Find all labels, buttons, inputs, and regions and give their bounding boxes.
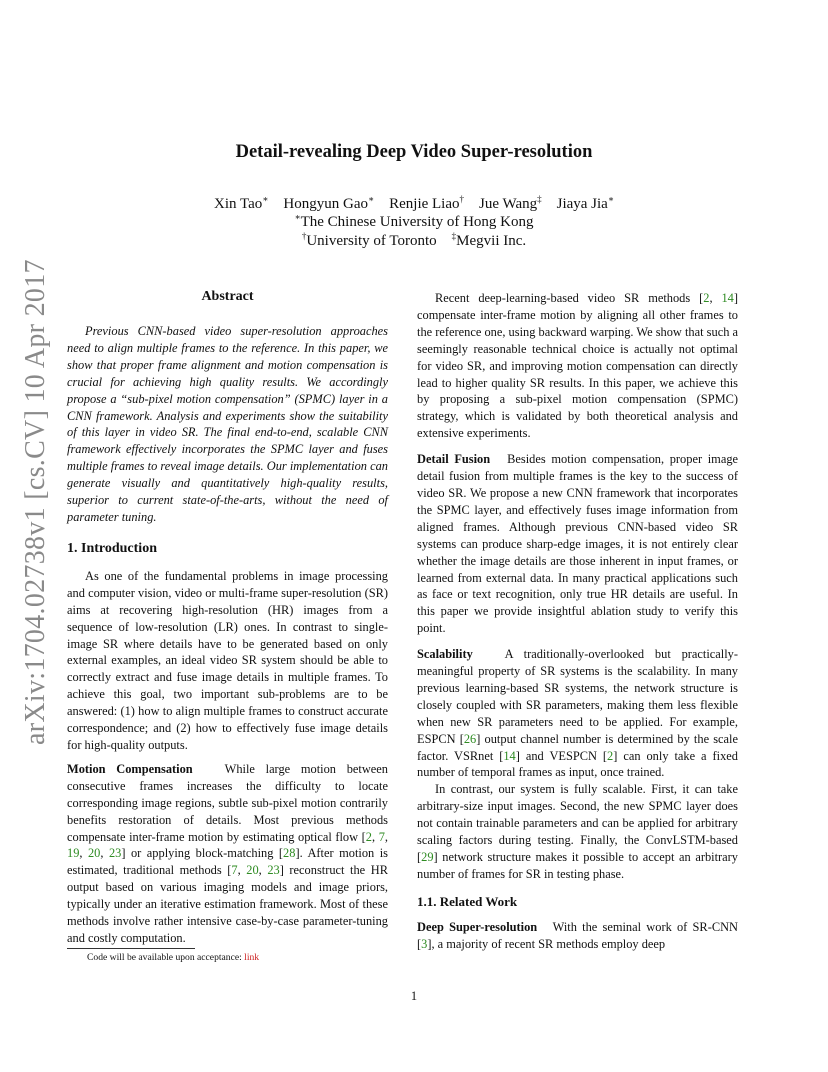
deep-sr-paragraph [417, 919, 738, 953]
paragraph-text: In contrast, our system is fully scalable. First, it can take arbitrary-size input images. Second, the new SPMC layer does not contain trainable parameters and can be applied for arbitrary scaling factors during testing. Finally, the ConvLSTM-based [ [417, 782, 738, 864]
affiliation-mark: † [301, 231, 307, 241]
affiliation-org: Megvii Inc. [456, 233, 527, 249]
author-name: Hongyun Gao [283, 196, 368, 212]
citation-link[interactable]: 20 [87, 846, 101, 861]
author-name: Jiaya Jia [556, 196, 608, 212]
runin-heading: Detail Fusion [417, 452, 491, 467]
detail-fusion-paragraph [417, 451, 738, 637]
paragraph: Recent deep-learning-based video SR methods [2, 14] compensate inter-frame motion by aligning all other frames to the reference one, using backward warping. We show that such a seemingly reasonable technical choice is actually not optimal for video SR, and improving motion compensation can directly lead to higher quality SR results. In this paper, we achieve this by proposing a sub-pixel motion compensation (SPMC) strategy, which is validated by both theoretical analysis and extensive experiments. [417, 291, 738, 441]
intro-section [67, 541, 388, 947]
paragraph-text: Recent deep-learning-based video SR methods [ [435, 291, 704, 305]
paragraph-text: ] reconstruct the HR output based on various imaging models and image priors, typically under an iterative estimation framework. Most of these methods involve rather intensive case-by-case parameter-tuning and costly computation. [67, 863, 388, 945]
citation-link[interactable]: 2 [703, 291, 710, 305]
page-number: 1 [410, 989, 418, 1003]
author-mark: † [459, 194, 465, 204]
paragraph-text: ] can only take a fixed number of temporal frames as input, once trained. [417, 748, 738, 780]
author-mark: ∗ [367, 194, 375, 204]
citation-link[interactable]: 3 [421, 936, 428, 951]
citation-link[interactable]: 7 [378, 829, 385, 844]
right-column [417, 290, 738, 953]
section-heading: 1. Introduction [67, 541, 157, 556]
affiliation-org: University of Toronto [306, 233, 437, 249]
paper-title: Detail-revealing Deep Video Super-resolution [235, 142, 593, 162]
runin-heading: Motion Compensation [67, 761, 193, 776]
author-list [0, 196, 828, 213]
footnote-text: Code will be available upon acceptance: [87, 952, 245, 963]
paragraph-text: ] output channel number is determined by the scale factor. VSRnet [ [417, 731, 738, 763]
paragraph-text: ], a majority of recent SR methods employ deep [427, 936, 666, 951]
scalability-paragraph [417, 646, 738, 781]
paragraph-text: ]. After motion is estimated, traditional methods [ [67, 846, 388, 878]
footnote [87, 952, 259, 963]
paragraph-text: ] or applying block-matching [ [121, 846, 284, 861]
citation-link[interactable]: 2 [607, 748, 614, 763]
subsection-heading: 1.1. Related Work [417, 893, 518, 909]
abstract-text: Previous CNN-based video super-resolution approaches need to align multiple frames to the reference. In this paper, we show that proper frame alignment and motion compensation is crucial for achieving high quality results. We accordingly propose a “sub-pixel motion compensation” (SPMC) layer in a CNN framework. Analysis and experiments show the suitability of this layer in video SR. The final end-to-end, scalable CNN framework effectively incorporates the SPMC layer and fuses multiple frames to reveal image details. Our implementation can generate visually and quantitatively high-quality results, superior to current state-of-the-arts, without the need of parameter tuning. [67, 324, 388, 524]
author-mark: ∗ [262, 194, 269, 204]
paragraph-text: ] and VESPCN [ [515, 748, 608, 763]
paragraph-text: With the seminal work of SR-CNN [ [417, 919, 738, 951]
citation-link[interactable]: 19 [67, 846, 80, 861]
affiliation-line-1 [0, 214, 828, 231]
affiliation-org: The Chinese University of Hong Kong [300, 214, 534, 230]
footnote-rule [67, 948, 195, 949]
citation-link[interactable]: 23 [267, 863, 280, 878]
author-mark: ∗ [607, 194, 614, 204]
citation-link[interactable]: 20 [246, 863, 259, 878]
paragraph [417, 781, 738, 882]
paragraph-text: Besides motion compensation, proper image detail fusion from multiple frames is the key to the success of video SR. We propose a new CNN framework that incorporates the SPMC layer, and effectively fuses image information from aligned frames. Although previous CNN-based video SR systems can produce sharp-edge images, it is not entirely clear whether the image details are those inherent in input frames, or learned from external data. In many practical applications such as face or text recognition, only true HR details are useful. In this paper we provide insightful ablation study to verify this point. [417, 452, 739, 636]
abstract-body [67, 323, 388, 526]
affiliation-mark: ∗ [294, 212, 301, 222]
abstract-heading: Abstract [201, 289, 254, 304]
code-link[interactable]: link [244, 952, 260, 963]
runin-heading: Scalability [417, 647, 473, 662]
author-name: Renjie Liao [389, 196, 460, 212]
author-name: Xin Tao [214, 196, 263, 212]
citation-link[interactable]: 14 [503, 748, 516, 763]
citation-link[interactable]: 29 [421, 850, 434, 864]
author-name: Jue Wang [479, 196, 538, 212]
author-mark: ‡ [537, 194, 542, 204]
intro-paragraph: As one of the fundamental problems in image processing and computer vision, video or multi-frame super-resolution (SR) aims at recovering high-resolution (HR) images from a sequence of low-resolution (LR) ones. In contrast to single-image SR where details have to be generated based on only external examples, an ideal video SR system should be able to correctly extract and fuse image details in multiple frames. To achieve this goal, two important sub-problems are to be answered: (1) how to align multiple frames to construct accurate correspondence; and (2) how to effectively fuse image details for high-quality outputs. [67, 568, 388, 752]
affiliation-line-2 [0, 233, 828, 250]
citation-link[interactable]: 7 [231, 863, 238, 878]
paragraph-text: ] compensate inter-frame motion by aligning all other frames to the reference one, using backward warping. We show that such a seemingly reasonable technical choice is actually not optimal for video SR, and improving motion compensation can directly lead to higher quality SR results. In this paper, we achieve this by proposing a sub-pixel motion compensation (SPMC) strategy, which is validated by both theoretical analysis and extensive experiments. [417, 291, 738, 441]
citation-link[interactable]: 2 [365, 829, 372, 844]
citation-link[interactable]: 28 [283, 846, 296, 861]
paragraph-text: A traditionally-overlooked but practically-meaningful property of SR systems is the scalability. In many previous learning-based SR systems, the network structure is closely coupled with SR parameters, making them less flexible when new SR parameters need to be applied. For example, ESPCN [ [417, 647, 739, 746]
arxiv-stamp: arXiv:1704.02738v1 [cs.CV] 10 Apr 2017 [20, 259, 51, 745]
citation-link[interactable]: 26 [463, 731, 477, 746]
affiliation-mark: ‡ [451, 231, 457, 241]
citation-link[interactable]: 14 [721, 291, 734, 305]
motion-paragraph: Motion Compensation While large motion between consecutive frames increases the difficulty to locate corresponding image regions, subtle sub-pixel motion contrarily benefits restoration of details. Most previous methods compensate inter-frame motion by estimating optical flow [2, 7, 19, 20, 23] or applying block-matching [28]. After motion is estimated, traditional methods [7, 20, 23] reconstruct the HR output based on various imaging models and image priors, typically under an iterative estimation framework. Most of these methods involve rather intensive case-by-case parameter-tuning and costly computation. [67, 761, 388, 945]
citation-link[interactable]: 23 [108, 846, 122, 861]
paragraph-text: ] network structure makes it possible to accept an arbitrary number of frames for SR in testing phase. [417, 850, 738, 881]
paragraph-text: While large motion between consecutive frames increases the difficulty to locate corresponding image regions, subtle sub-pixel motion contrarily benefits restoration of details. Most previous methods compensate inter-frame motion by estimating optical flow [ [67, 761, 388, 844]
runin-heading: Deep Super-resolution [417, 919, 538, 934]
